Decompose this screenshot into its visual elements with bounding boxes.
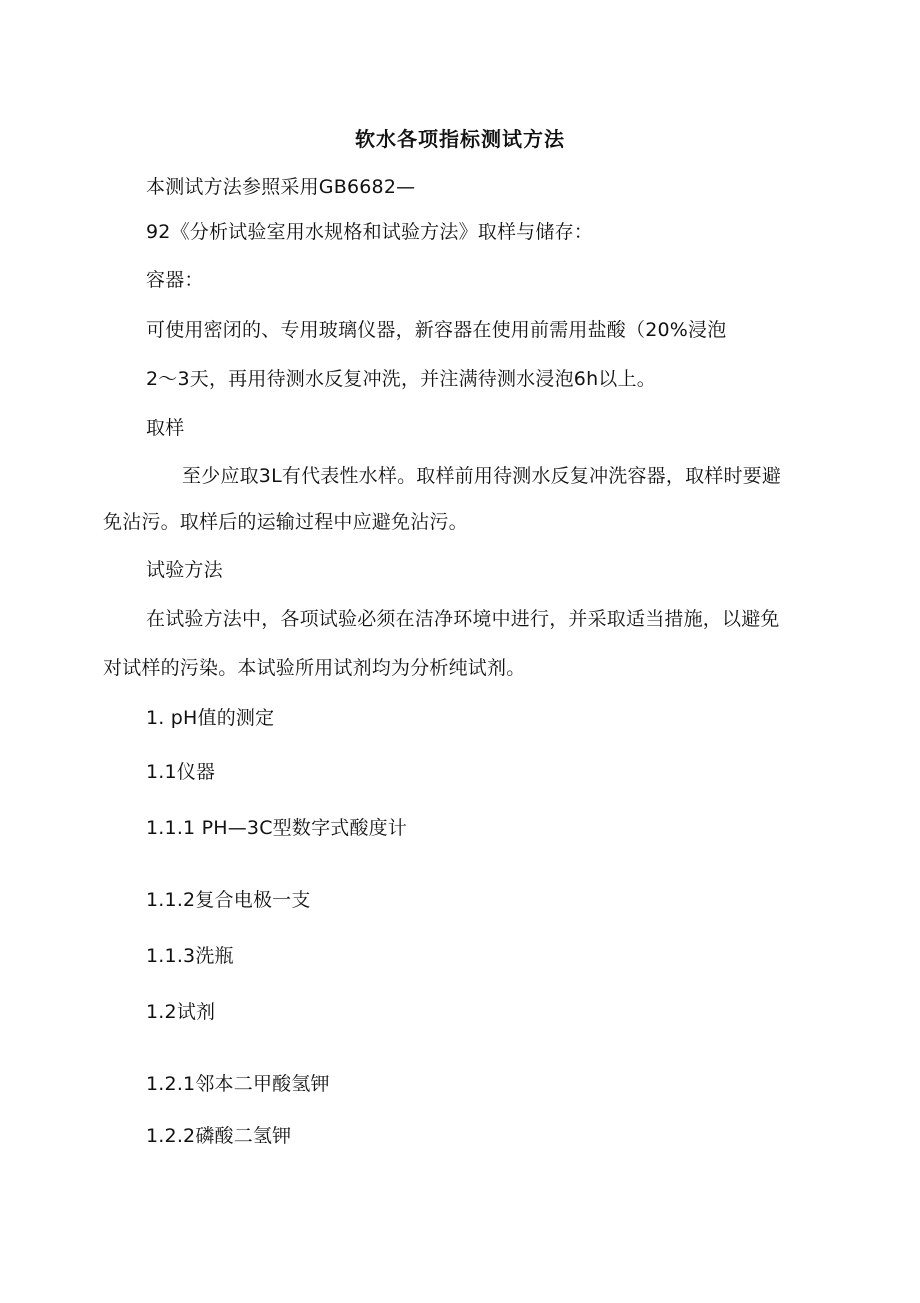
container-heading: 容器： xyxy=(146,269,204,291)
container-text-line-1: 可使用密闭的、专用玻璃仪器，新容器在使用前需用盐酸（20%浸泡 xyxy=(146,319,727,341)
section-1-heading: 1. pH值的测定 xyxy=(146,707,275,729)
item-1-1-2: 1.1.2复合电极一支 xyxy=(146,889,311,911)
item-1-1-3: 1.1.3洗瓶 xyxy=(146,945,234,967)
container-text-line-2: 2～3天，再用待测水反复冲洗，并注满待测水浸泡6h以上。 xyxy=(146,368,656,390)
section-1-1-heading: 1.1仪器 xyxy=(146,761,216,783)
method-text-line-1: 在试验方法中，各项试验必须在洁净环境中进行，并采取适当措施，以避免 xyxy=(146,608,780,630)
item-1-1-1: 1.1.1 PH—3C型数字式酸度计 xyxy=(146,817,408,839)
document-title: 软水各项指标测试方法 xyxy=(355,127,565,151)
intro-line-1: 本测试方法参照采用GB6682— xyxy=(146,176,416,198)
item-1-2-2: 1.2.2磷酸二氢钾 xyxy=(146,1125,292,1147)
intro-line-2: 92《分析试验室用水规格和试验方法》取样与储存： xyxy=(146,221,593,243)
sampling-text-line-1: 至少应取3L有代表性水样。取样前用待测水反复冲洗容器，取样时要避 xyxy=(182,465,782,487)
section-1-2-heading: 1.2试剂 xyxy=(146,1001,216,1023)
sampling-heading: 取样 xyxy=(146,417,185,439)
method-heading: 试验方法 xyxy=(146,559,223,581)
method-text-line-2: 对试样的污染。本试验所用试剂均为分析纯试剂。 xyxy=(103,657,526,679)
sampling-text-line-2: 免沾污。取样后的运输过程中应避免沾污。 xyxy=(103,511,468,533)
item-1-2-1: 1.2.1邻本二甲酸氢钾 xyxy=(146,1073,330,1095)
